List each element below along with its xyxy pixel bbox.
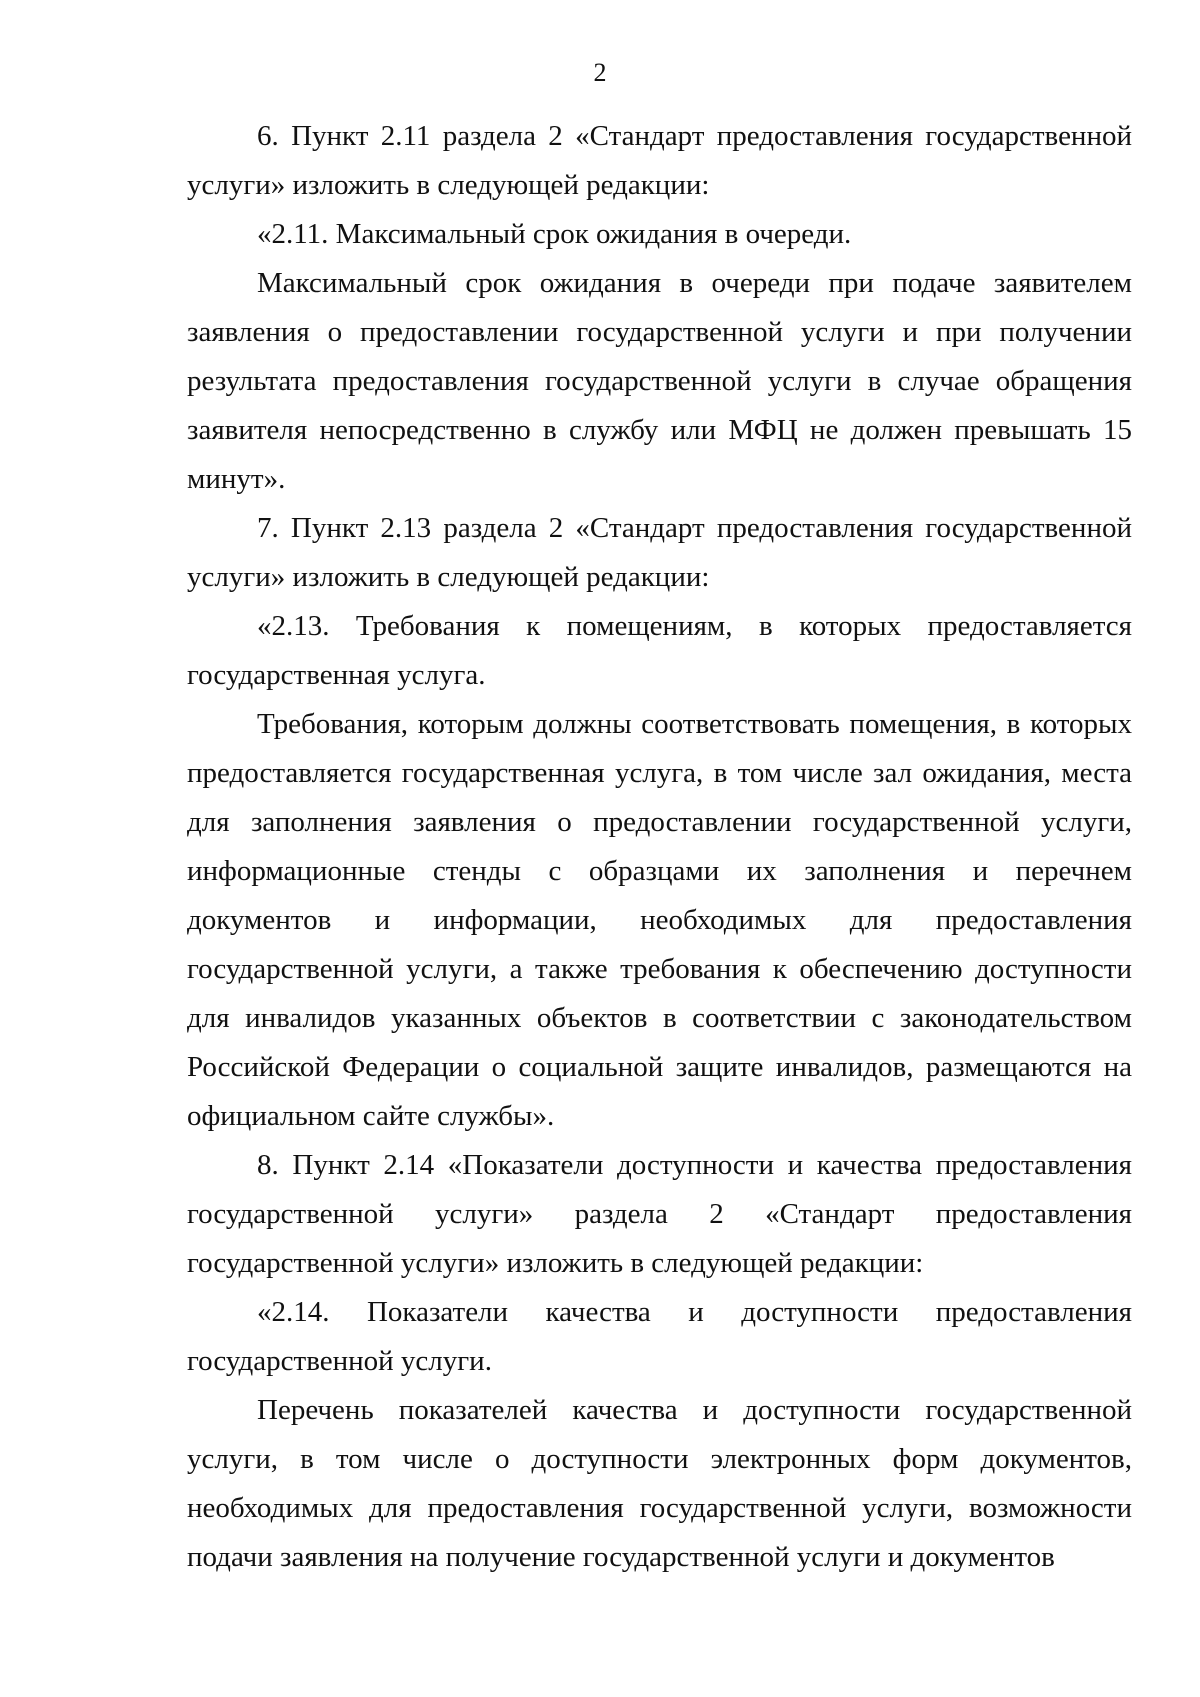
document-body: [187, 112, 1132, 1582]
paragraph-2-11-heading: «2.11. Максимальный срок ожидания в очереди.: [257, 218, 852, 250]
paragraph-item-6: 6. Пункт 2.11 раздела 2 «Стандарт предоставления государственной услуги» изложить в следующей редакции:: [187, 120, 1132, 201]
paragraph-2-14-text: Перечень показателей качества и доступности государственной услуги, в том числе о доступности электронных форм документов, необходимых для предоставления государственной услуги, возможности подачи заявления на получение государственной услуги и документов: [187, 1394, 1132, 1573]
paragraph-item-8: 8. Пункт 2.14 «Показатели доступности и качества предоставления государственной услуги» раздела 2 «Стандарт предоставления государственной услуги» изложить в следующей редакции:: [187, 1149, 1132, 1279]
paragraph-2-11-text: Максимальный срок ожидания в очереди при подаче заявителем заявления о предоставлении государственной услуги и при получении результата предоставления государственной услуги в случае обращения заявителя непосредственно в службу или МФЦ не должен превышать 15 минут».: [187, 267, 1132, 495]
paragraph-2-14-heading: «2.14. Показатели качества и доступности предоставления государственной услуги.: [187, 1296, 1132, 1377]
paragraph-2-13-text: Требования, которым должны соответствовать помещения, в которых предоставляется государственная услуга, в том числе зал ожидания, места для заполнения заявления о предоставлении государственной услуги, информационные стенды с образцами их заполнения и перечнем документов и информации, необходимых для предоставления государственной услуги, а также требования к обеспечению доступности для инвалидов указанных объектов в соответствии с законодательством Российской Федерации о социальной защите инвалидов, размещаются на официальном сайте службы».: [187, 708, 1132, 1132]
page-number: 2: [593, 58, 607, 87]
paragraph-2-13-heading: «2.13. Требования к помещениям, в которых предоставляется государственная услуга.: [187, 610, 1132, 691]
paragraph-item-7: 7. Пункт 2.13 раздела 2 «Стандарт предоставления государственной услуги» изложить в следующей редакции:: [187, 512, 1132, 593]
